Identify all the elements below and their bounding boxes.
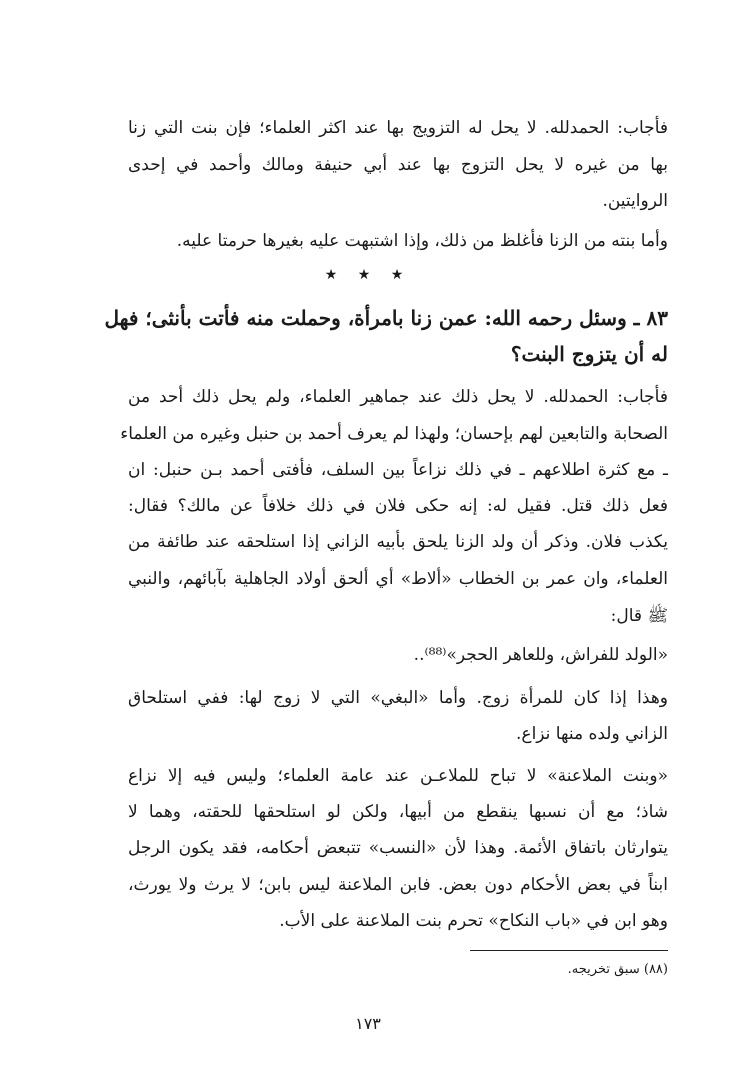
text-line: ﷺ قال:: [610, 606, 668, 626]
text-line: الزاني ولده منها نزاع.: [516, 724, 668, 744]
text-line: يكذب فلان. وذكر أن ولد الزنا يلحق بأبيه الزاني إذا استلحقه عند طائفة من: [128, 532, 668, 552]
text-line: وهذا إذا كان للمرأة زوج. وأما «البغي» التي لا زوج لها: ففي استلحاق: [128, 688, 668, 708]
text-line: فعل ذلك قتل. فقيل له: إنه حكى فلان في ذلك خلافاً عن مالك؟ فقال:: [128, 496, 668, 516]
question-heading: ٨٣ ـ وسئل رحمه الله: عمن زنا بامرأة، وحملت منه فأتت بأنثى؛ فهل: [104, 306, 668, 330]
text-line: ـ مع كثرة اطلاعهم ـ في ذلك نزاعاً بين السلف، فأفتى أحمد بـن حنبل: ان: [128, 460, 668, 480]
footnote: (٨٨) سبق تخريجه.: [567, 962, 668, 977]
text-line: فأجاب: الحمدلله. لا يحل ذلك عند جماهير العلماء، ولم يحل ذلك أحد من: [128, 387, 668, 407]
section-separator: ★ ★ ★: [324, 267, 412, 283]
text-line: وهو ابن في «باب النكاح» تحرم بنت الملاعنة على الأب.: [279, 911, 668, 931]
text-line: فأجاب: الحمدلله. لا يحل له التزويج بها عند اكثر العلماء؛ فإن بنت التي زنا: [128, 118, 668, 138]
text-line: الروايتين.: [602, 191, 668, 211]
question-heading: له أن يتزوج البنت؟: [510, 342, 668, 366]
text-line: «وبنت الملاعنة» لا تباح للملاعـن عند عامة العلماء؛ وليس فيه إلا نزاع: [128, 766, 668, 786]
text-line: بها من غيره لا يحل التزوج بها عند أبي حنيفة ومالك وأحمد في إحدى: [128, 155, 668, 175]
page-number: ١٧٣: [355, 1014, 381, 1033]
hadith-quote: «الولد للفراش، وللعاهر الحجر»⁽⁸⁸⁾..: [413, 645, 668, 665]
text-line: العلماء، وان عمر بن الخطاب «ألاط» أي ألحق أولاد الجاهلية بآبائهم، والنبي: [128, 569, 668, 589]
text-line: شاذ؛ مع أن نسبها ينقطع من أبيها، ولكن لو استلحقها للحقته، وهما لا: [128, 802, 668, 822]
text-line: وأما بنته من الزنا فأغلظ من ذلك، وإذا اشتبهت عليه بغيرها حرمتا عليه.: [176, 231, 668, 251]
text-line: ابناً في بعض الأحكام دون بعض. فابن الملاعنة ليس بابن؛ لا يرث ولا يورث،: [128, 875, 668, 895]
text-line: الصحابة والتابعين لهم بإحسان؛ ولهذا لم يعرف أحمد بن حنبل وغيره من العلماء: [120, 424, 668, 444]
footnote-rule: [470, 950, 668, 951]
text-line: يتوارثان باتفاق الأئمة. وهذا لأن «النسب» تتبعض أحكامه، فقد يكون الرجل: [128, 838, 668, 858]
